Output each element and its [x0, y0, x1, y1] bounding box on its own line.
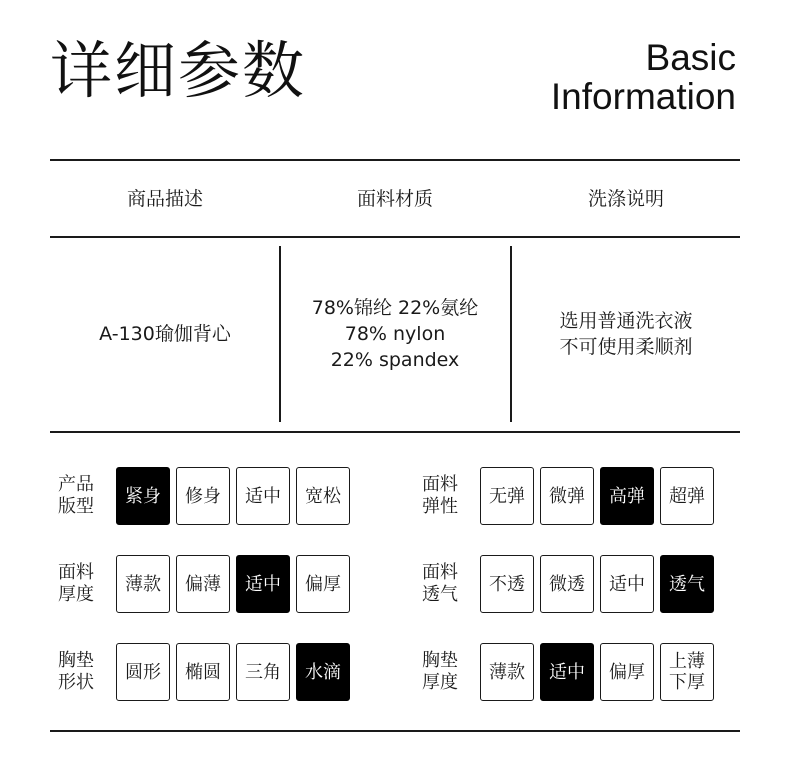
option-chip-selected — [660, 555, 714, 613]
option-chip — [600, 555, 654, 613]
property-row — [422, 643, 714, 701]
material-line: 22% spandex — [330, 349, 460, 371]
option-chip — [600, 643, 654, 701]
option-chip-label: 无弹 — [489, 485, 525, 507]
property-row — [422, 467, 714, 525]
material-cell — [281, 246, 509, 422]
option-chip-selected — [600, 467, 654, 525]
property-options — [480, 555, 714, 613]
property-label — [58, 562, 116, 606]
washing-line: 不可使用柔顺剂 — [559, 336, 693, 358]
option-chip-label: 宽松 — [305, 485, 341, 507]
option-chip-label: 微透 — [549, 573, 585, 595]
property-row — [58, 467, 350, 525]
option-chip — [236, 643, 290, 701]
option-chip-label: 微弹 — [549, 485, 585, 507]
property-label — [58, 474, 116, 518]
subtitle-line-1: Basic — [645, 37, 736, 78]
option-chip-label: 高弹 — [609, 485, 645, 507]
property-options — [116, 555, 350, 613]
property-label — [422, 562, 480, 606]
option-chip — [116, 643, 170, 701]
page-subtitle — [551, 38, 736, 116]
property-label — [422, 650, 480, 694]
option-chip — [540, 555, 594, 613]
option-chip-label: 三角 — [245, 661, 281, 683]
option-chip — [236, 467, 290, 525]
option-chip-label: 适中 — [245, 573, 281, 595]
option-chip — [176, 643, 230, 701]
option-chip-label: 偏厚 — [609, 661, 645, 683]
property-label-line: 面料 — [422, 474, 458, 495]
option-chip-label: 水滴 — [305, 661, 341, 683]
option-chip-label: 偏薄 — [185, 573, 221, 595]
option-chip-label: 下厚 — [669, 672, 705, 693]
column-header-washing: 洗涤说明 — [587, 188, 664, 210]
column-header-description: 商品描述 — [126, 188, 203, 210]
option-chip — [480, 643, 534, 701]
option-chip — [660, 467, 714, 525]
property-label-line: 厚度 — [58, 584, 94, 605]
option-chip-label: 圆形 — [125, 661, 161, 683]
option-chip-label: 适中 — [609, 573, 645, 595]
option-chip — [296, 467, 350, 525]
option-chip-label: 薄款 — [125, 573, 161, 595]
option-chip — [480, 555, 534, 613]
description-cell — [51, 246, 279, 422]
property-label-line: 透气 — [422, 584, 458, 605]
option-chip-label: 上薄 — [669, 651, 705, 672]
option-chip-selected — [116, 467, 170, 525]
option-chip-label: 适中 — [549, 661, 585, 683]
divider-table-bottom — [50, 431, 740, 433]
option-chip — [480, 467, 534, 525]
option-chip-selected — [296, 643, 350, 701]
property-row — [58, 555, 350, 613]
property-label-line: 形状 — [58, 672, 94, 693]
property-row — [422, 555, 714, 613]
option-chip-label: 透气 — [669, 573, 705, 595]
property-label-line: 弹性 — [422, 496, 458, 517]
column-header-material: 面料材质 — [356, 188, 433, 210]
option-chip-selected — [540, 643, 594, 701]
property-row — [58, 643, 350, 701]
product-description: A-130瑜伽背心 — [99, 323, 231, 345]
property-label-line: 面料 — [422, 562, 458, 583]
property-label — [422, 474, 480, 518]
property-label-line: 胸垫 — [58, 650, 94, 671]
option-chip-label: 紧身 — [125, 485, 161, 507]
option-chip — [176, 467, 230, 525]
washing-cell — [512, 246, 740, 422]
option-chip — [660, 643, 714, 701]
subtitle-line-2: Information — [550, 76, 736, 117]
property-label-line: 厚度 — [422, 672, 458, 693]
option-chip — [540, 467, 594, 525]
option-chip — [116, 555, 170, 613]
property-label-line: 产品 — [58, 474, 94, 495]
property-label-line: 胸垫 — [422, 650, 458, 671]
option-chip-label: 薄款 — [489, 661, 525, 683]
property-options — [116, 643, 350, 701]
divider-header — [50, 236, 740, 238]
property-options — [480, 643, 714, 701]
option-chip-label: 适中 — [245, 485, 281, 507]
option-chip-label: 超弹 — [669, 485, 705, 507]
divider-bottom — [50, 730, 740, 732]
option-chip-label: 不透 — [489, 573, 525, 595]
option-chip-label: 偏厚 — [305, 573, 341, 595]
washing-line: 选用普通洗衣液 — [559, 310, 693, 332]
option-chip-label: 修身 — [185, 485, 221, 507]
option-chip — [296, 555, 350, 613]
option-chip-selected — [236, 555, 290, 613]
option-chip-label: 椭圆 — [185, 661, 221, 683]
material-line: 78%锦纶 22%氨纶 — [311, 297, 479, 319]
divider-top — [50, 159, 740, 161]
property-options — [116, 467, 350, 525]
option-chip — [176, 555, 230, 613]
property-options — [480, 467, 714, 525]
property-label-line: 版型 — [58, 496, 94, 517]
property-label-line: 面料 — [58, 562, 94, 583]
material-line: 78% nylon — [344, 323, 446, 345]
page-title: 详细参数 — [50, 34, 307, 107]
property-label — [58, 650, 116, 694]
